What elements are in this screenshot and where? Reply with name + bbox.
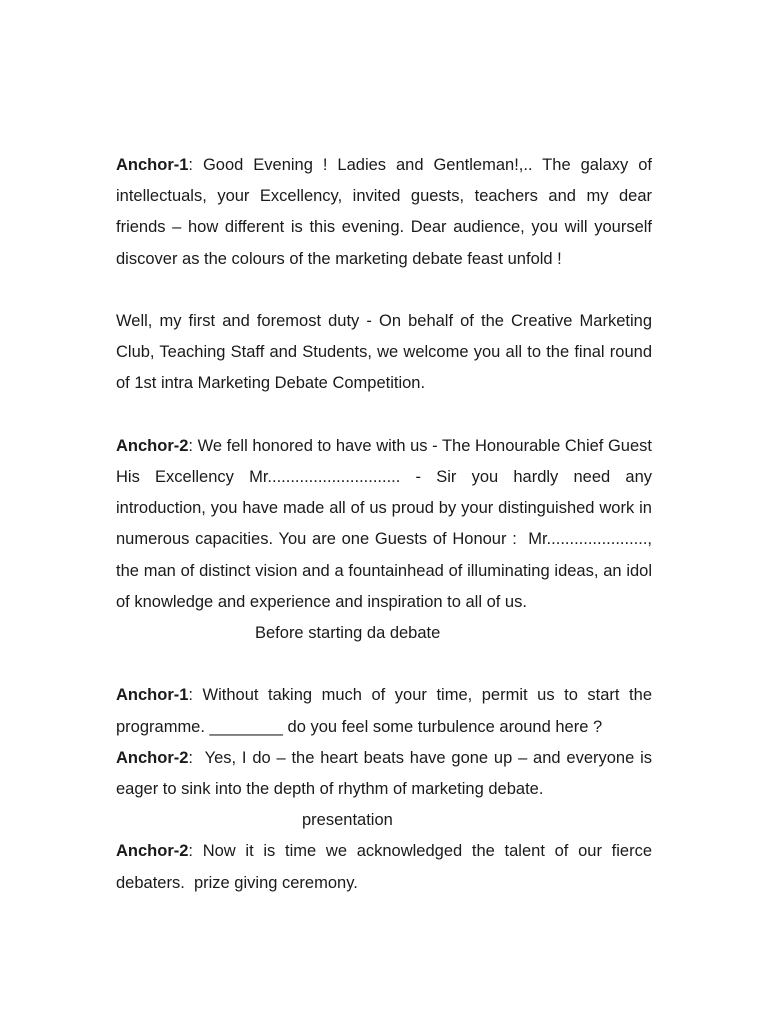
paragraph-welcome-duty <box>116 306 652 400</box>
speaker-label: Anchor-2 <box>116 842 189 861</box>
speaker-label: Anchor-2 <box>116 436 189 455</box>
paragraph-text: Well, my first and foremost duty - On behalf of the Creative Marketing Club, Teaching Staff and Students, we welcome you all to the final round of 1st intra Marketing Debate Competition. <box>116 312 652 393</box>
paragraph-spacer <box>116 649 652 680</box>
paragraph-text: : Without taking much of your time, permit us to start the programme. ________ do you feel some turbulence around here ? <box>116 686 652 736</box>
speaker-label: Anchor-1 <box>116 156 189 174</box>
paragraph-text: : We fell honored to have with us - The Honourable Chief Guest His Excellency Mr............................. - Sir you hardly need any introduction, you have made all of us proud by your distinguished work in numerous capacities. You are one Guests of Honour : Mr......................, the man of distinct vision and a fountainhead of illuminating ideas, an idol of knowledge and experience and inspiration to all of us. <box>116 436 652 611</box>
paragraph-anchor2-prize <box>116 836 652 898</box>
document-page <box>116 150 652 899</box>
stage-note-before-debate: Before starting da debate <box>255 624 441 643</box>
speaker-label: Anchor-2 <box>116 748 189 767</box>
paragraph-text: : Good Evening ! Ladies and Gentleman!,.. The galaxy of intellectuals, your Excellency, invited guests, teachers and my dear friends – how different is this evening. Dear audience, you will yourself discover as the colours of the marketing debate feast unfold ! <box>116 156 652 268</box>
paragraph-spacer <box>116 400 652 431</box>
paragraph-anchor2-reply <box>116 743 652 805</box>
speaker-label: Anchor-1 <box>116 686 189 705</box>
paragraph-anchor2-chief-guest <box>116 431 652 618</box>
stage-note-presentation: presentation <box>302 811 393 830</box>
paragraph-text: : Now it is time we acknowledged the talent of our fierce debaters. prize giving ceremony. <box>116 842 652 892</box>
paragraph-anchor1-welcome <box>116 150 652 275</box>
paragraph-anchor1-start <box>116 680 652 742</box>
paragraph-text: : Yes, I do – the heart beats have gone up – and everyone is eager to sink into the depth of rhythm of marketing debate. <box>116 748 652 799</box>
paragraph-spacer <box>116 275 652 306</box>
